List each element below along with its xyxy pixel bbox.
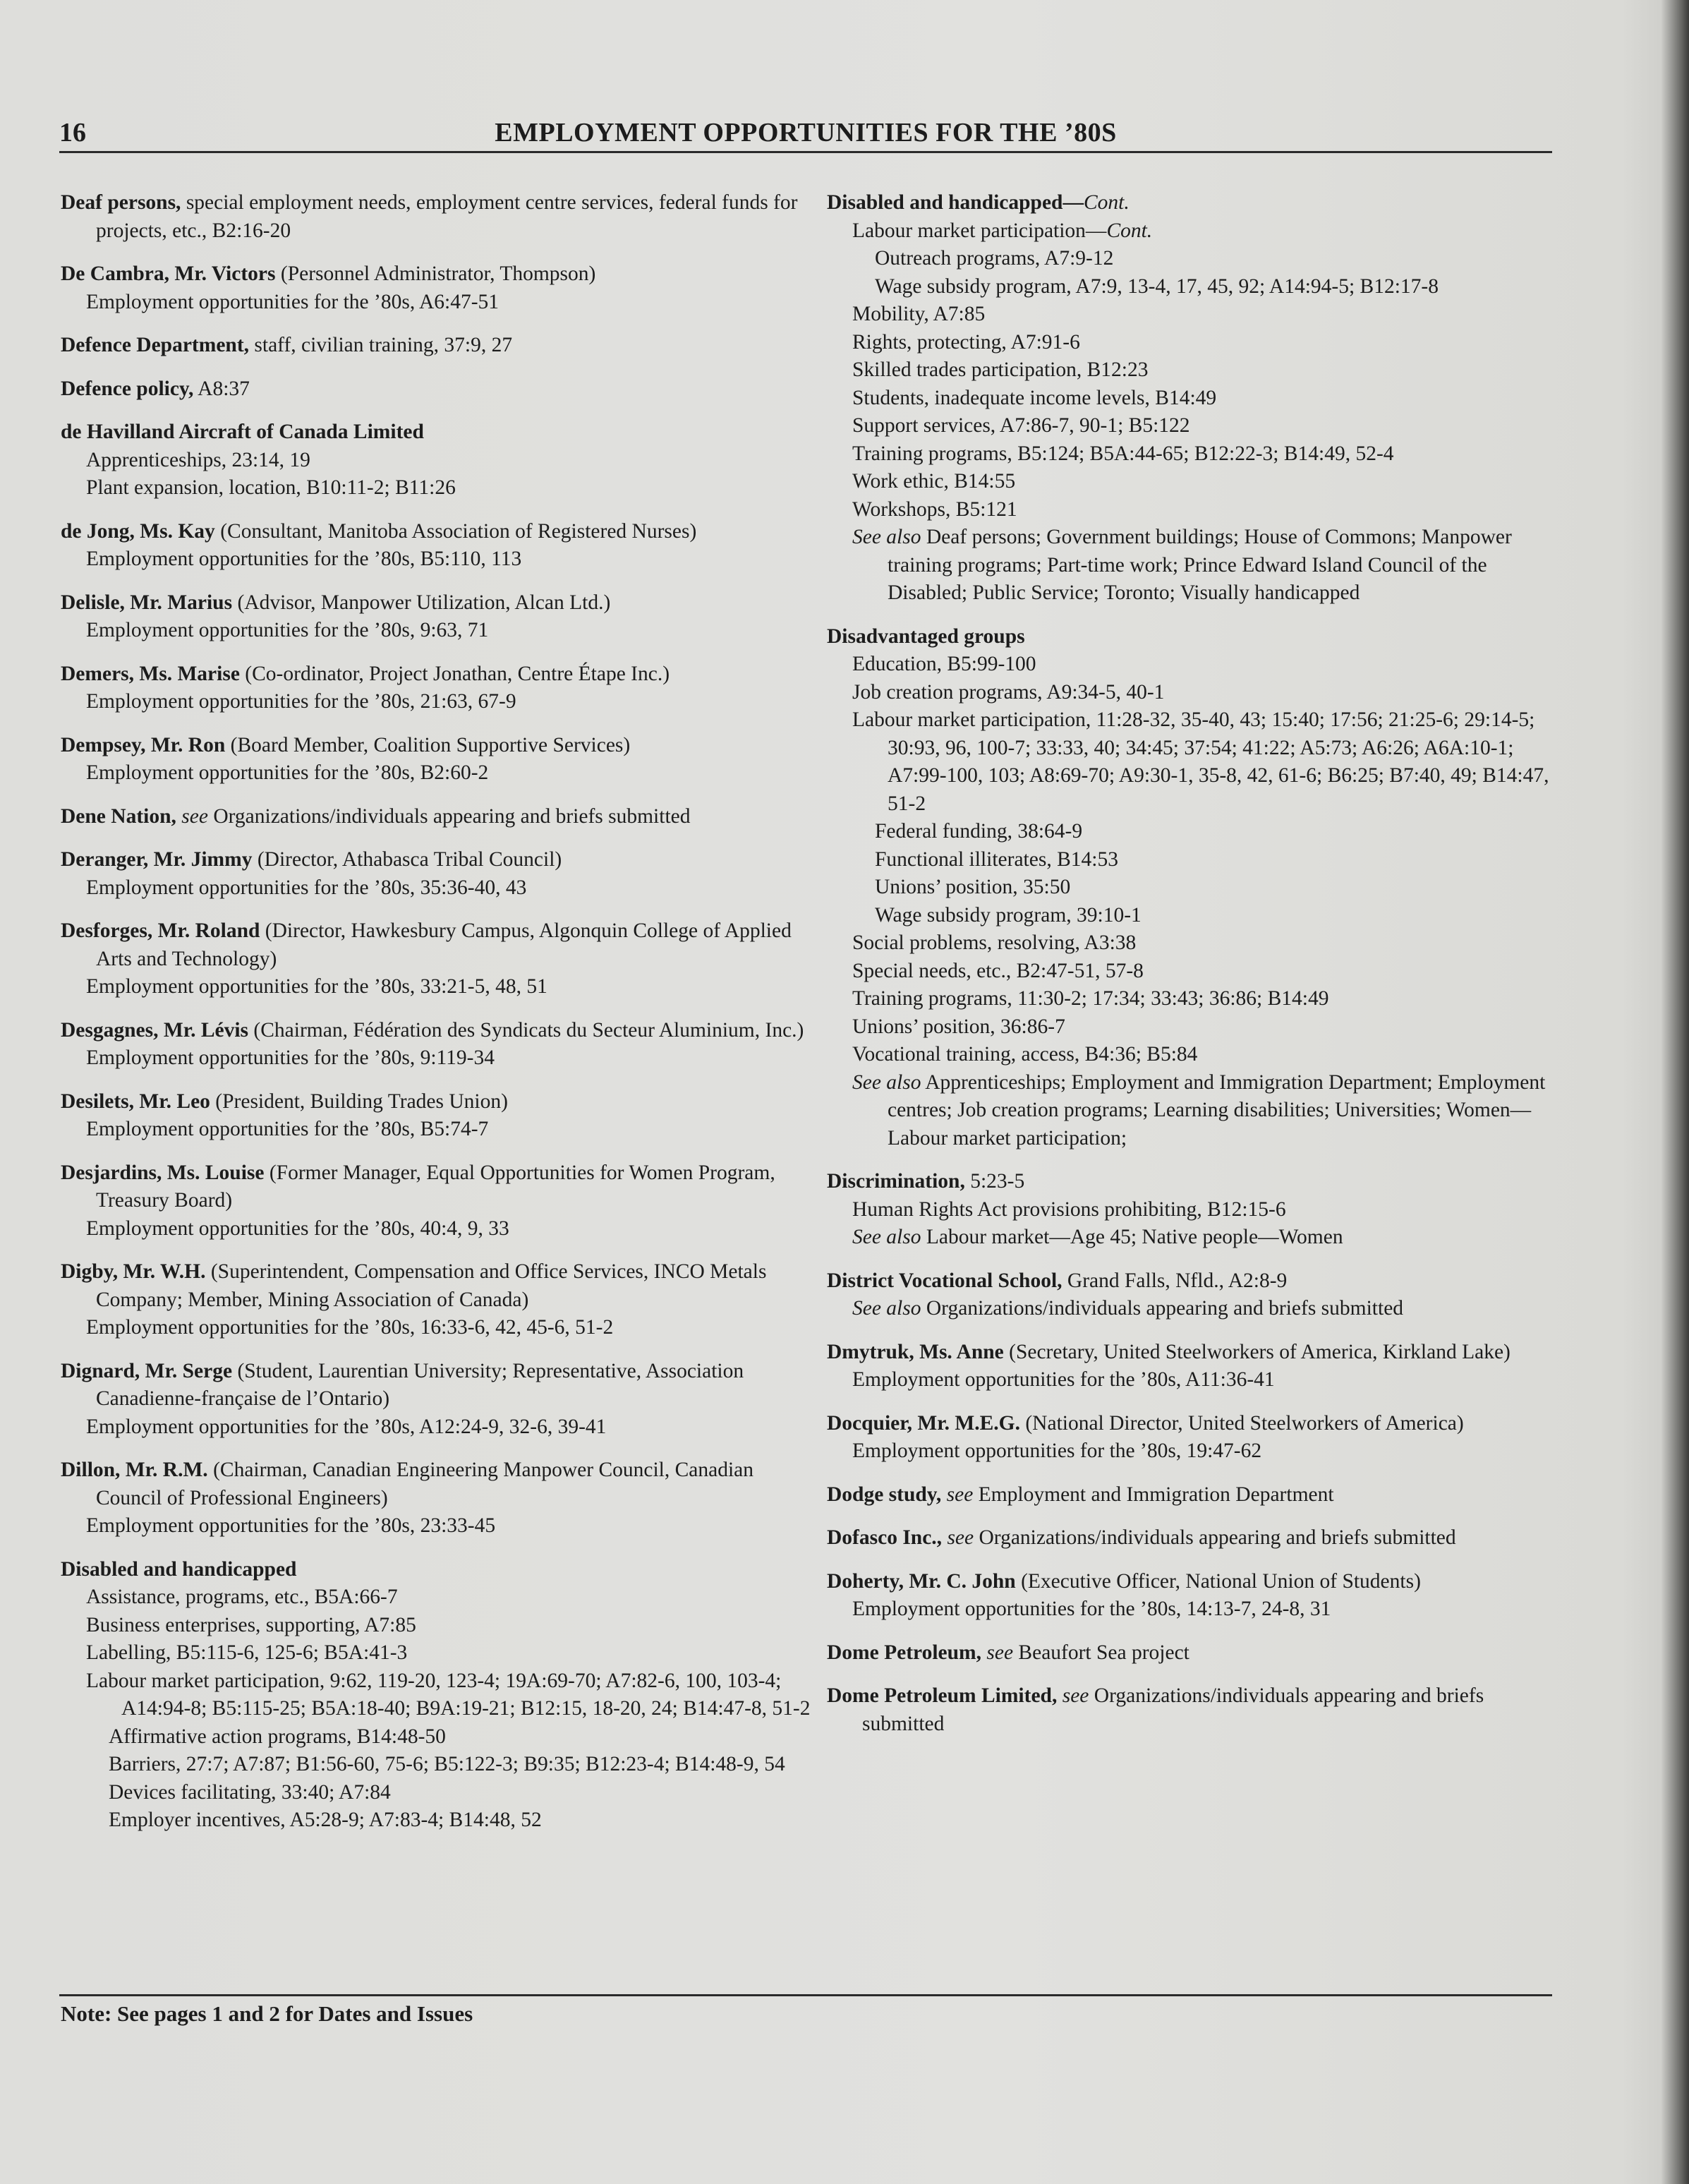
index-subentry: Mobility, A7:85 — [852, 303, 986, 325]
index-entry — [827, 1481, 1561, 1509]
see-reference-label: see — [946, 1483, 974, 1506]
index-subentry: Employment opportunities for the ’80s, 35:36-40, 43 — [86, 876, 527, 899]
index-heading-line: Dillon, Mr. R.M. (Chairman, Canadian Engineering Manpower Council, Canadian Council of Professional Engineers) — [61, 1459, 754, 1509]
running-header — [59, 117, 1552, 151]
index-entry — [61, 189, 823, 245]
see-also-label: See also — [852, 526, 921, 548]
index-entry — [61, 1088, 823, 1144]
entry-heading: Discrimination, — [827, 1170, 965, 1193]
index-entry — [827, 1339, 1561, 1394]
index-entry — [61, 375, 823, 404]
index-subentry: Functional illiterates, B14:53 — [875, 847, 1118, 871]
index-heading-line — [61, 418, 823, 447]
see-also-label: See also — [852, 1070, 921, 1094]
index-entry — [827, 1267, 1561, 1323]
index-heading-line: Dofasco Inc., see Organizations/individuals appearing and briefs submitted — [827, 1526, 1456, 1549]
index-entry — [827, 623, 1561, 1153]
entry-heading: Docquier, Mr. M.E.G. — [827, 1411, 1020, 1435]
index-subentry: Social problems, resolving, A3:38 — [852, 931, 1137, 954]
index-heading-line: Dome Petroleum Limited, see Organizations/individuals appearing and briefs submitted — [827, 1684, 1484, 1735]
entry-heading: de Jong, Ms. Kay — [61, 519, 215, 543]
entry-heading: Deranger, Mr. Jimmy — [61, 848, 253, 871]
index-entry — [827, 189, 1561, 608]
index-subentry: Human Rights Act provisions prohibiting, B12:15-6 — [852, 1197, 1286, 1221]
index-subentry: See also Organizations/individuals appearing and briefs submitted — [852, 1297, 1404, 1320]
index-heading-line: Discrimination, 5:23-5 — [827, 1170, 1025, 1193]
index-heading-line: Defence policy, A8:37 — [61, 377, 250, 400]
index-subentry: Employment opportunities for the ’80s, 40:4, 9, 33 — [86, 1217, 509, 1240]
index-subentry: Skilled trades participation, B12:23 — [852, 358, 1149, 381]
index-subentry: Special needs, etc., B2:47-51, 57-8 — [852, 959, 1144, 982]
entry-heading: Desjardins, Ms. Louise — [61, 1161, 265, 1184]
index-entry — [61, 846, 823, 902]
index-subentry: Employment opportunities for the ’80s, B5:74-7 — [86, 1118, 489, 1140]
entry-heading: Demers, Ms. Marise — [61, 662, 240, 685]
index-subentry: Employment opportunities for the ’80s, 9:63, 71 — [86, 619, 489, 641]
index-entry — [61, 332, 823, 360]
index-subentry: Unions’ position, 35:50 — [875, 876, 1071, 898]
index-subentry: Training programs, 11:30-2; 17:34; 33:43; 36:86; B14:49 — [852, 987, 1329, 1010]
continued-label: Cont. — [1083, 191, 1130, 214]
index-entry — [61, 1258, 823, 1342]
index-entry — [827, 1168, 1561, 1252]
index-subentry: Plant expansion, location, B10:11-2; B11:26 — [86, 476, 456, 499]
index-subentry: Students, inadequate income levels, B14:49 — [852, 386, 1217, 409]
index-heading-line: Digby, Mr. W.H. (Superintendent, Compensation and Office Services, INCO Metals Company; Member, Mining Association of Canada) — [61, 1260, 767, 1311]
index-subentry: Apprenticeships, 23:14, 19 — [86, 448, 310, 471]
index-entry — [61, 1159, 823, 1243]
page-number: 16 — [59, 118, 86, 147]
index-heading-line — [61, 1556, 823, 1584]
entry-heading: Dempsey, Mr. Ron — [61, 733, 226, 756]
index-column-left — [61, 189, 823, 1850]
index-heading-line — [827, 189, 1561, 217]
see-reference-label: see — [1062, 1684, 1089, 1707]
index-subentry: Workshops, B5:121 — [852, 497, 1017, 521]
entry-heading: Disabled and handicapped— — [827, 191, 1084, 214]
index-heading-line: District Vocational School, Grand Falls, Nfld., A2:8-9 — [827, 1269, 1288, 1292]
index-entry — [827, 1568, 1561, 1624]
entry-heading: Dmytruk, Ms. Anne — [827, 1340, 1004, 1363]
index-subentry: See also Apprenticeships; Employment and Immigration Department; Employment centres; Job creation programs; Learning disabilities; Universities; Women—Labour market participation; — [852, 1070, 1546, 1150]
index-heading-line: Desjardins, Ms. Louise (Former Manager, Equal Opportunities for Women Program, Treasury Board) — [61, 1161, 775, 1212]
index-subentry: Education, B5:99-100 — [852, 653, 1036, 675]
index-heading-line: Dempsey, Mr. Ron (Board Member, Coalition Supportive Services) — [61, 733, 631, 756]
entry-heading: Dodge study, — [827, 1483, 942, 1506]
entry-heading: Dignard, Mr. Serge — [61, 1359, 233, 1382]
index-heading-line: De Cambra, Mr. Victors (Personnel Administrator, Thompson) — [61, 263, 596, 285]
index-heading-line: Deranger, Mr. Jimmy (Director, Athabasca Tribal Council) — [61, 848, 562, 871]
index-entry — [61, 260, 823, 316]
entry-heading: Desgagnes, Mr. Lévis — [61, 1018, 249, 1042]
see-also-label: See also — [852, 1226, 921, 1248]
index-subentry: Job creation programs, A9:34-5, 40-1 — [852, 680, 1165, 704]
index-subentry: Assistance, programs, etc., B5A:66-7 — [86, 1586, 398, 1608]
index-entry — [827, 1524, 1561, 1552]
entry-heading: Delisle, Mr. Marius — [61, 591, 233, 614]
index-subentry: Federal funding, 38:64-9 — [875, 820, 1083, 843]
index-column-right — [827, 189, 1561, 1754]
entry-heading: de Havilland Aircraft of Canada Limited — [61, 421, 424, 443]
entry-heading: Dome Petroleum, — [827, 1641, 981, 1664]
index-subentry: Rights, protecting, A7:91-6 — [852, 330, 1080, 354]
index-heading-line: de Jong, Ms. Kay (Consultant, Manitoba Association of Registered Nurses) — [61, 519, 697, 543]
index-heading-line: Delisle, Mr. Marius (Advisor, Manpower Utilization, Alcan Ltd.) — [61, 591, 611, 614]
index-heading-line: Demers, Ms. Marise (Co-ordinator, Project Jonathan, Centre Étape Inc.) — [61, 662, 670, 685]
index-subentry: Labour market participation, 11:28-32, 35-40, 43; 15:40; 17:56; 21:25-6; 29:14-5; 30:93, 96, 100-7; 33:33, 40; 34:45; 37:54; 41:22; A5:73; A6:26; A6A:10-1; A7:99-100, 103; A8:69-70; A9:30-1, 35-8, 42, 61-6; B6:25; B7:40, 49; B14:47, 51-2 — [852, 708, 1549, 815]
page-title: EMPLOYMENT OPPORTUNITIES FOR THE ’80S — [495, 118, 1117, 147]
index-entry — [827, 1682, 1561, 1738]
index-heading-line: Dene Nation, see Organizations/individuals appearing and briefs submitted — [61, 804, 691, 828]
index-subentry: Employment opportunities for the ’80s, B2:60-2 — [86, 761, 489, 784]
entry-heading: District Vocational School, — [827, 1269, 1063, 1292]
index-subentry: Employment opportunities for the ’80s, 9:119-34 — [86, 1046, 495, 1069]
index-heading-line: Docquier, Mr. M.E.G. (National Director, United Steelworkers of America) — [827, 1411, 1464, 1435]
see-also-label: See also — [852, 1297, 921, 1320]
entry-heading: Disadvantaged groups — [827, 625, 1025, 648]
index-subentry: Employment opportunities for the ’80s, 19:47-62 — [852, 1440, 1262, 1462]
index-heading-line: Desgagnes, Mr. Lévis (Chairman, Fédération des Syndicats du Secteur Aluminium, Inc.) — [61, 1018, 804, 1042]
index-subentry: Employment opportunities for the ’80s, A11:36-41 — [852, 1368, 1275, 1391]
index-subentry: Affirmative action programs, B14:48-50 — [109, 1725, 446, 1748]
entry-heading: Digby, Mr. W.H. — [61, 1260, 206, 1283]
index-heading-line: Dmytruk, Ms. Anne (Secretary, United Steelworkers of America, Kirkland Lake) — [827, 1340, 1511, 1363]
index-entry — [61, 917, 823, 1001]
header-rule — [59, 151, 1552, 153]
index-subentry: Work ethic, B14:55 — [852, 470, 1016, 493]
index-subentry: Employment opportunities for the ’80s, 14:13-7, 24-8, 31 — [852, 1598, 1331, 1620]
entry-heading: Doherty, Mr. C. John — [827, 1569, 1016, 1593]
index-heading-line: Defence Department, staff, civilian training, 37:9, 27 — [61, 334, 513, 356]
index-entry — [61, 732, 823, 788]
index-subentry: Business enterprises, supporting, A7:85 — [86, 1613, 416, 1636]
index-heading-line: Desforges, Mr. Roland (Director, Hawkesbury Campus, Algonquin College of Applied Arts and Technology) — [61, 919, 792, 970]
continued-label: Cont. — [1106, 219, 1153, 242]
index-heading-line: Dome Petroleum, see Beaufort Sea project — [827, 1641, 1189, 1664]
index-subentry: Employment opportunities for the ’80s, A12:24-9, 32-6, 39-41 — [86, 1415, 607, 1438]
see-reference-label: see — [181, 804, 208, 828]
index-entry — [61, 1556, 823, 1835]
index-subentry: Barriers, 27:7; A7:87; B1:56-60, 75-6; B5:122-3; B9:35; B12:23-4; B14:48-9, 54 — [109, 1753, 785, 1775]
index-heading-line: Desilets, Mr. Leo (President, Building Trades Union) — [61, 1090, 508, 1113]
entry-heading: De Cambra, Mr. Victors — [61, 263, 276, 285]
index-subentry: Labour market participation—Cont. — [852, 219, 1153, 242]
index-entry — [61, 803, 823, 831]
index-heading-line: Doherty, Mr. C. John (Executive Officer, National Union of Students) — [827, 1569, 1421, 1593]
see-reference-label: see — [986, 1641, 1014, 1664]
index-subentry: Support services, A7:86-7, 90-1; B5:122 — [852, 414, 1190, 437]
index-subentry: Employment opportunities for the ’80s, B5:110, 113 — [86, 548, 522, 570]
entry-heading: Dome Petroleum Limited, — [827, 1684, 1058, 1707]
index-entry — [61, 1456, 823, 1540]
see-reference-label: see — [947, 1526, 974, 1549]
index-subentry: Employer incentives, A5:28-9; A7:83-4; B14:48, 52 — [109, 1809, 542, 1831]
index-entry — [827, 1639, 1561, 1667]
index-subentry: Employment opportunities for the ’80s, 21:63, 67-9 — [86, 690, 516, 713]
index-heading-line: Deaf persons, special employment needs, employment centre services, federal funds for projects, etc., B2:16-20 — [61, 191, 798, 242]
entry-heading: Defence policy, — [61, 377, 194, 400]
index-subentry: Labelling, B5:115-6, 125-6; B5A:41-3 — [86, 1641, 408, 1664]
scan-binding-edge — [1661, 0, 1689, 2184]
index-subentry: Vocational training, access, B4:36; B5:84 — [852, 1043, 1198, 1066]
index-subentry: Devices facilitating, 33:40; A7:84 — [109, 1780, 391, 1804]
index-heading-line — [827, 623, 1561, 651]
index-subentry: Training programs, B5:124; B5A:44-65; B12:22-3; B14:49, 52-4 — [852, 442, 1394, 465]
index-subentry: See also Deaf persons; Government buildings; House of Commons; Manpower training programs; Part-time work; Prince Edward Island Council of the Disabled; Public Service; Toronto; Visually handicapped — [852, 526, 1512, 604]
index-subentry: Wage subsidy program, A7:9, 13-4, 17, 45, 92; A14:94-5; B12:17-8 — [875, 274, 1439, 298]
index-heading-line: Dignard, Mr. Serge (Student, Laurentian University; Representative, Association Canadienne-française de l’Ontario) — [61, 1359, 744, 1410]
index-subentry: Employment opportunities for the ’80s, A6:47-51 — [86, 290, 500, 313]
entry-heading: Dene Nation, — [61, 804, 176, 828]
index-subentry: Outreach programs, A7:9-12 — [875, 247, 1114, 270]
index-subentry: Employment opportunities for the ’80s, 16:33-6, 42, 45-6, 51-2 — [86, 1316, 614, 1339]
index-entry — [61, 418, 823, 502]
entry-heading: Deaf persons, — [61, 191, 181, 214]
index-subentry: Wage subsidy program, 39:10-1 — [875, 903, 1142, 927]
entry-heading: Desilets, Mr. Leo — [61, 1090, 210, 1113]
index-entry — [61, 1358, 823, 1442]
index-subentry: Unions’ position, 36:86-7 — [852, 1015, 1065, 1038]
index-entry — [61, 660, 823, 716]
entry-heading: Dofasco Inc., — [827, 1526, 943, 1549]
entry-heading: Dillon, Mr. R.M. — [61, 1459, 208, 1481]
footer-note: Note: See pages 1 and 2 for Dates and Issues — [61, 2001, 473, 2026]
index-subentry: Employment opportunities for the ’80s, 23:33-45 — [86, 1514, 496, 1537]
entry-heading: Desforges, Mr. Roland — [61, 919, 260, 942]
index-subentry: Labour market participation, 9:62, 119-20, 123-4; 19A:69-70; A7:82-6, 100, 103-4; A14:94-8; B5:115-25; B5A:18-40; B9A:19-21; B12:15, 18-20, 24; B14:47-8, 51-2 — [86, 1669, 811, 1720]
index-entry — [827, 1410, 1561, 1466]
entry-heading: Disabled and handicapped — [61, 1557, 297, 1581]
index-subentry: Employment opportunities for the ’80s, 33:21-5, 48, 51 — [86, 975, 547, 998]
index-entry — [61, 589, 823, 645]
index-heading-line: Dodge study, see Employment and Immigration Department — [827, 1483, 1334, 1506]
entry-heading: Defence Department, — [61, 334, 250, 356]
index-subentry: See also Labour market—Age 45; Native people—Women — [852, 1226, 1343, 1248]
index-entry — [61, 1017, 823, 1073]
footer-rule — [59, 1994, 1552, 1996]
index-entry — [61, 518, 823, 574]
